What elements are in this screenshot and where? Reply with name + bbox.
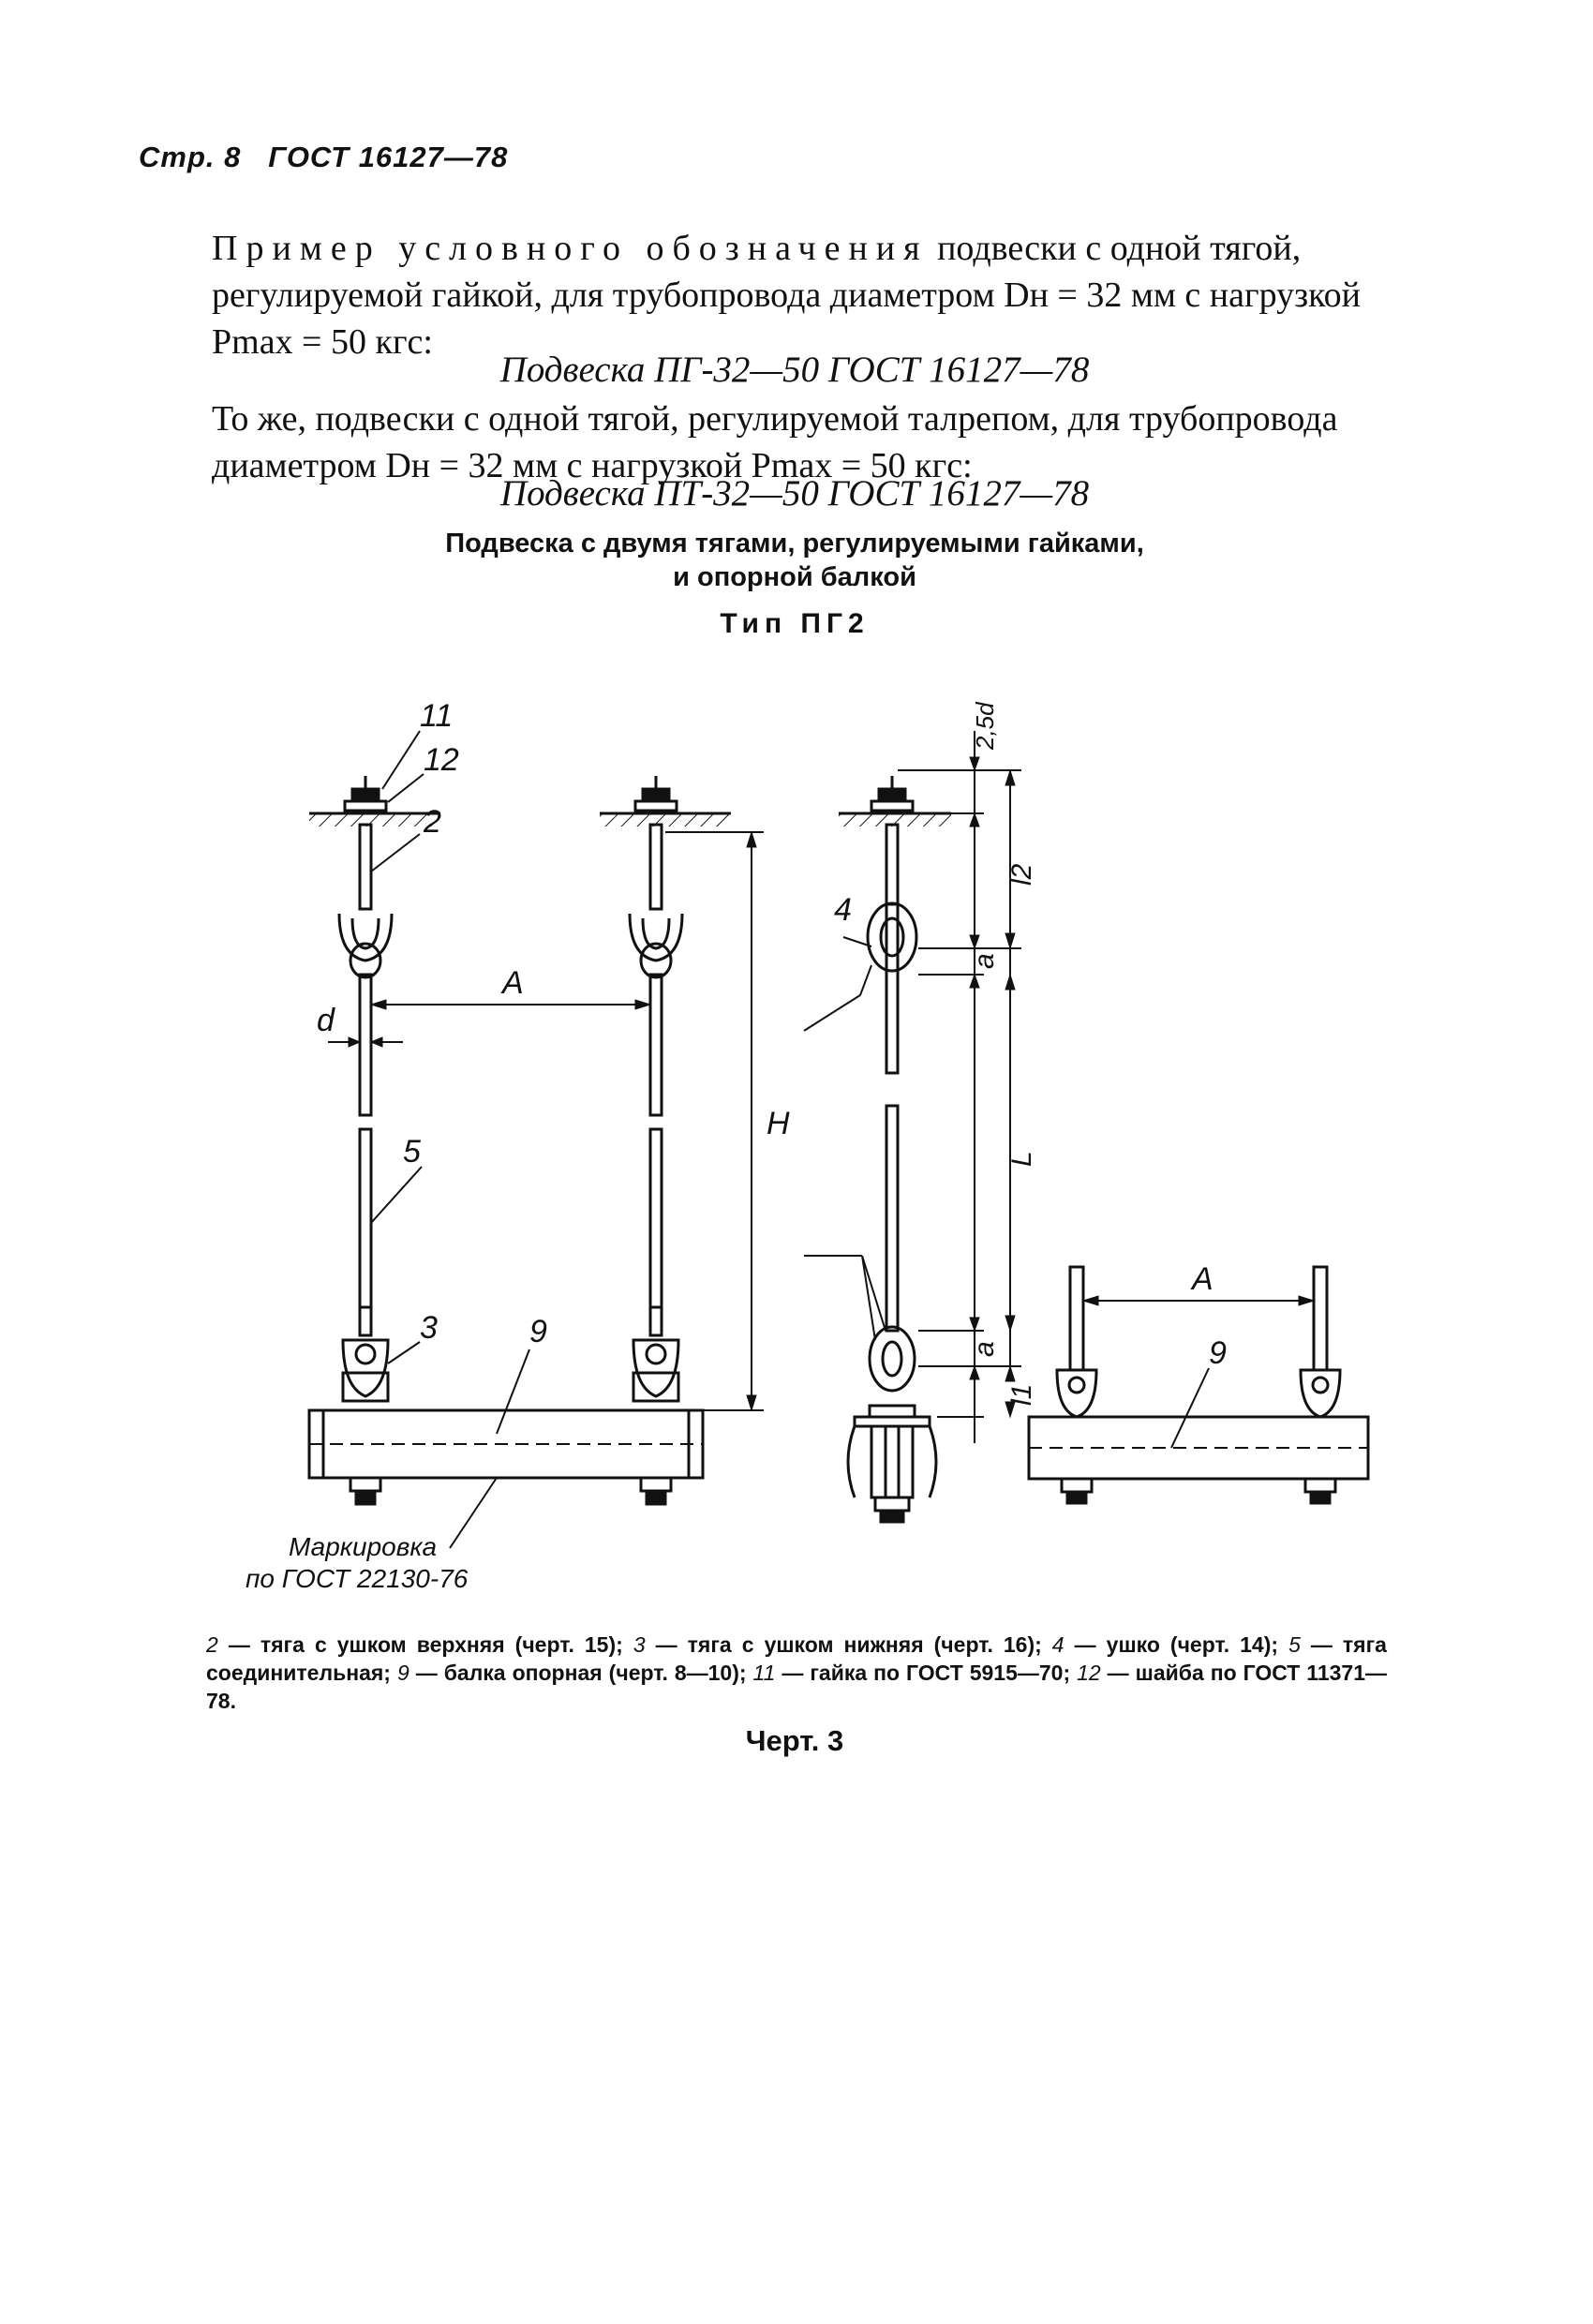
section-title-line-2: и опорной балкой bbox=[673, 562, 916, 592]
label-dim-a: A bbox=[502, 965, 524, 1001]
designation-1: Подвеска ПГ-32—50 ГОСТ 16127—78 bbox=[499, 350, 1090, 390]
legend-num-12: 12 bbox=[1077, 1661, 1101, 1685]
designation-2: Подвеска ПТ-32—50 ГОСТ 16127—78 bbox=[499, 473, 1090, 514]
legend-num-9: 9 bbox=[396, 1661, 409, 1685]
example-lead: Пример условного обозначения bbox=[212, 229, 929, 268]
label-11: 11 bbox=[420, 698, 454, 734]
label-dim-h: H bbox=[767, 1106, 790, 1141]
drawing-legend bbox=[206, 1631, 1387, 1715]
label-dim-a-top: a bbox=[969, 953, 1000, 969]
example-paragraph-2: То же, подвески с одной тягой, регулируемой талрепом, для трубопровода диаметром Dн = 32 мм с нагрузкой Pmax = 50 кгс: bbox=[212, 399, 1338, 485]
legend-text-3: — тяга с ушком нижняя (черт. 16); bbox=[645, 1632, 1052, 1657]
label-4: 4 bbox=[834, 892, 852, 928]
label-2: 2 bbox=[424, 804, 441, 840]
legend-text-2: — тяга с ушком верхняя (черт. 15); bbox=[217, 1632, 633, 1657]
legend-text-5: — тяга соединительная; bbox=[206, 1632, 1387, 1685]
section-title-line-1: Подвеска с двумя тягами, регулируемыми гайками, bbox=[445, 529, 1144, 559]
legend-num-11: 11 bbox=[752, 1661, 776, 1685]
label-3: 3 bbox=[420, 1310, 438, 1346]
type-label: Тип ПГ2 bbox=[720, 608, 870, 639]
label-9-right: 9 bbox=[1209, 1335, 1227, 1371]
label-dim-a-right: A bbox=[1192, 1261, 1213, 1297]
legend-text-11: — гайка по ГОСТ 5915—70; bbox=[775, 1661, 1078, 1685]
page-number: Стр. 8 bbox=[139, 141, 242, 173]
figure-number: Черт. 3 bbox=[745, 1724, 844, 1757]
label-dim-l: L bbox=[1006, 1151, 1037, 1167]
label-dim-d: d bbox=[317, 1003, 335, 1038]
label-dim-l1: l1 bbox=[1006, 1383, 1037, 1406]
legend-text-4: — ушко (черт. 14); bbox=[1064, 1632, 1289, 1657]
legend-text-9: — балка опорная (черт. 8—10); bbox=[409, 1661, 753, 1685]
legend-num-4: 4 bbox=[1051, 1632, 1064, 1657]
legend-num-2: 2 bbox=[206, 1632, 218, 1657]
marking-line-1: Маркировка bbox=[289, 1532, 438, 1561]
label-9-front: 9 bbox=[529, 1314, 547, 1349]
label-dim-a-bottom: a bbox=[969, 1341, 1000, 1357]
standard-number: ГОСТ 16127—78 bbox=[268, 141, 509, 173]
example-text-1: подвески с одной тягой, регулируемой гайкой, для трубопровода диаметром Dн = 32 мм с нагрузкой Pmax = 50 кгс: bbox=[212, 229, 1361, 362]
legend-text-12: — шайба по ГОСТ 11371—78. bbox=[206, 1661, 1387, 1713]
label-dim-2-5d: 2,5d bbox=[971, 702, 999, 750]
legend-num-5: 5 bbox=[1288, 1632, 1301, 1657]
label-5: 5 bbox=[403, 1134, 421, 1169]
marking-line-2: по ГОСТ 22130-76 bbox=[246, 1564, 469, 1593]
legend-num-3: 3 bbox=[633, 1632, 646, 1657]
label-dim-l2: l2 bbox=[1006, 863, 1037, 886]
label-12: 12 bbox=[424, 742, 459, 778]
